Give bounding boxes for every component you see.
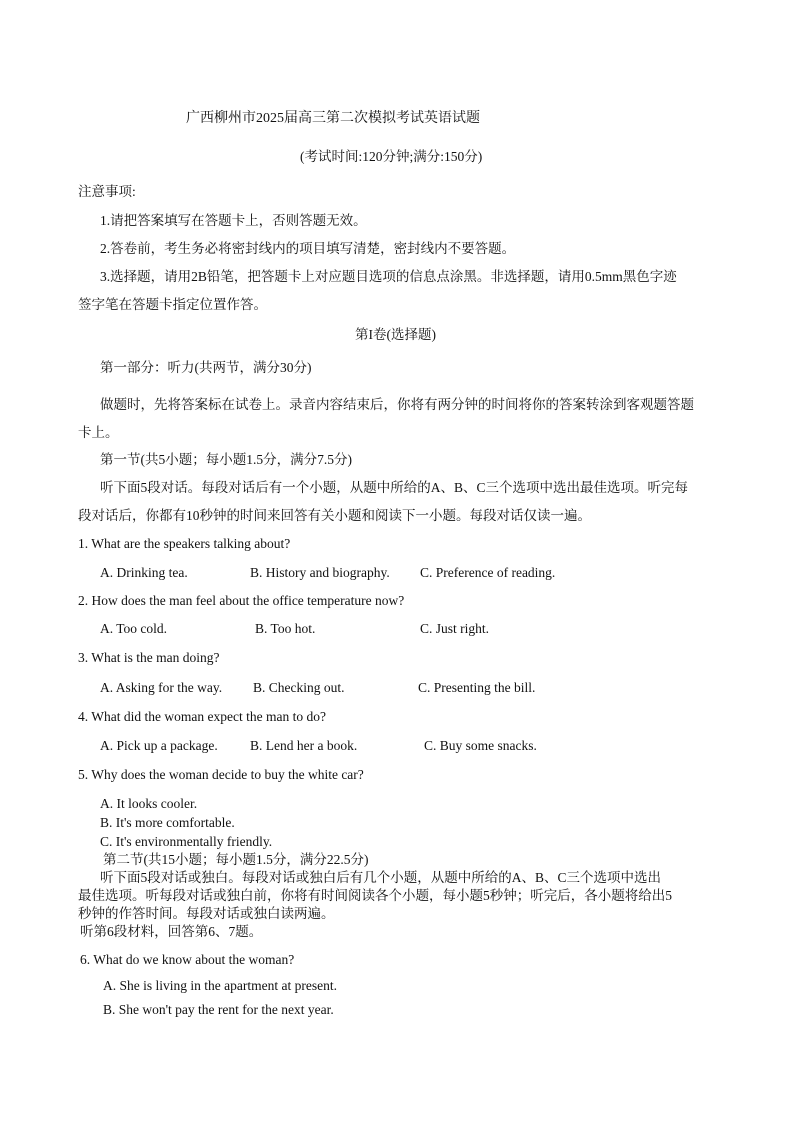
- question-6-option-a: A. She is living in the apartment at present.: [103, 978, 337, 993]
- question-3-option-c: C. Presenting the bill.: [418, 680, 536, 695]
- section2-material-6: 听第6段材料，回答第6、7题。: [80, 924, 263, 939]
- question-1-option-c: C. Preference of reading.: [420, 565, 556, 580]
- question-4-option-c: C. Buy some snacks.: [424, 738, 537, 753]
- notice-item-3-line1: 3.选择题，请用2B铅笔，把答题卡上对应题目选项的信息点涂黑。非选择题，请用0.5mm黑色字迹: [100, 269, 677, 284]
- question-5-option-b: B. It's more comfortable.: [100, 815, 235, 830]
- question-2-option-b: B. Too hot.: [255, 621, 316, 636]
- question-5-option-c: C. It's environmentally friendly.: [100, 834, 273, 849]
- notice-item-2: 2.答卷前，考生务必将密封线内的项目填写清楚，密封线内不要答题。: [100, 241, 516, 256]
- volume-title: 第I卷(选择题): [355, 327, 436, 342]
- section1-intro-line2: 段对话后，你都有10秒钟的时间来回答有关小题和阅读下一小题。每段对话仅读一遍。: [78, 508, 591, 523]
- question-4-option-b: B. Lend her a book.: [250, 738, 358, 753]
- section1-intro-line1: 听下面5段对话。每段对话后有一个小题，从题中所给的A、B、C三个选项中选出最佳选项。听完每: [100, 480, 689, 495]
- section2-title: 第二节(共15小题；每小题1.5分，满分22.5分): [103, 852, 369, 867]
- notice-heading: 注意事项:: [78, 184, 136, 199]
- question-6-stem: 6. What do we know about the woman?: [80, 952, 295, 967]
- question-5-option-a: A. It looks cooler.: [100, 796, 198, 811]
- section2-intro-line2: 最佳选项。听每段对话或独白前，你将有时间阅读各个小题，每小题5秒钟；听完后，各小题将给出5: [78, 888, 672, 903]
- question-4-option-a: A. Pick up a package.: [100, 738, 218, 753]
- notice-item-3-line2: 签字笔在答题卡指定位置作答。: [78, 297, 267, 312]
- part1-intro-line2: 卡上。: [78, 425, 119, 440]
- question-2-stem: 2. How does the man feel about the office temperature now?: [78, 593, 405, 608]
- question-4-stem: 4. What did the woman expect the man to do?: [78, 709, 326, 724]
- question-2-option-c: C. Just right.: [420, 621, 490, 636]
- notice-item-1: 1.请把答案填写在答题卡上，否则答题无效。: [100, 213, 367, 228]
- part1-title: 第一部分：听力(共两节，满分30分): [100, 360, 312, 375]
- question-3-stem: 3. What is the man doing?: [78, 650, 220, 665]
- question-6-option-b: B. She won't pay the rent for the next year.: [103, 1002, 334, 1017]
- question-5-stem: 5. Why does the woman decide to buy the white car?: [78, 767, 364, 782]
- question-1-option-b: B. History and biography.: [250, 565, 390, 580]
- section2-intro-line1: 听下面5段对话或独白。每段对话或独白后有几个小题，从题中所给的A、B、C三个选项中选出: [100, 870, 662, 885]
- exam-title: 广西柳州市2025届高三第二次模拟考试英语试题: [186, 111, 480, 126]
- section1-title: 第一节(共5小题；每小题1.5分，满分7.5分): [100, 452, 352, 467]
- question-2-option-a: A. Too cold.: [100, 621, 168, 636]
- question-1-stem: 1. What are the speakers talking about?: [78, 536, 291, 551]
- section2-intro-line3: 秒钟的作答时间。每段对话或独白读两遍。: [78, 906, 335, 921]
- part1-intro-line1: 做题时，先将答案标在试卷上。录音内容结束后，你将有两分钟的时间将你的答案转涂到客观题答题: [100, 397, 694, 412]
- question-3-option-a: A. Asking for the way.: [100, 680, 223, 695]
- question-1-option-a: A. Drinking tea.: [100, 565, 188, 580]
- question-3-option-b: B. Checking out.: [253, 680, 345, 695]
- exam-info: (考试时间:120分钟;满分:150分): [300, 149, 483, 164]
